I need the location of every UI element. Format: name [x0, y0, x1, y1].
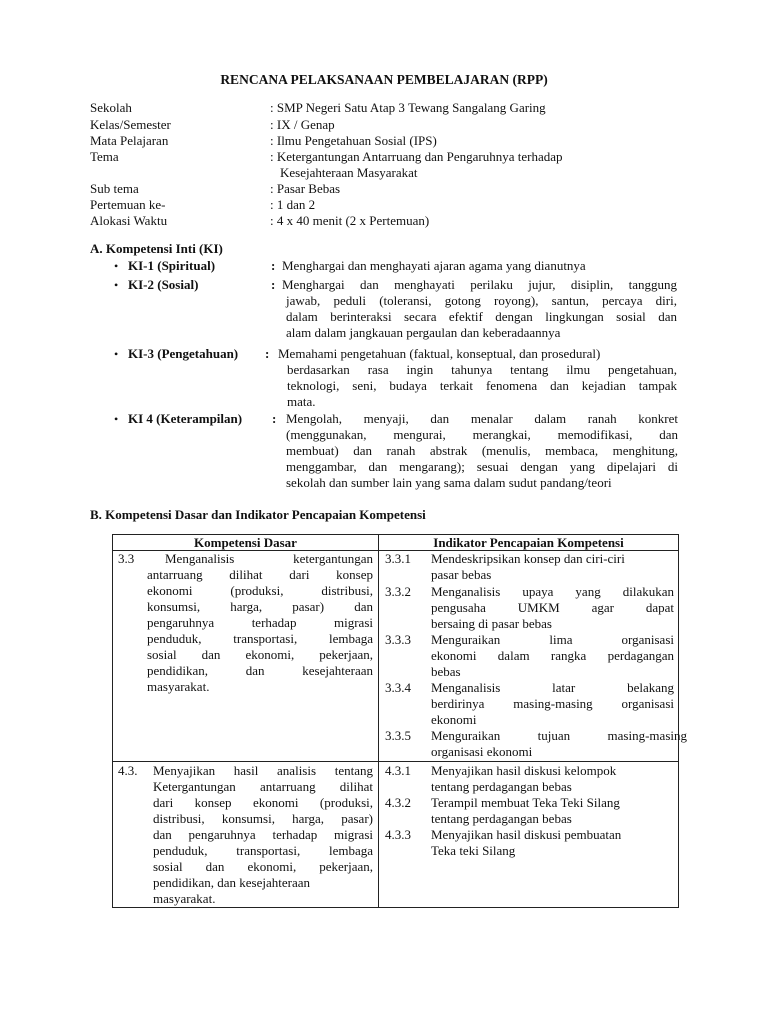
indicator-text-line: Terampil membuat Teka Teki Silang — [431, 795, 620, 810]
kd-text-line: masyarakat. — [153, 891, 216, 906]
indicator-text-line: Menganalisis upaya yang dilakukan — [431, 584, 674, 599]
indicator-number: 3.3.5 — [385, 728, 411, 743]
indicator-text-line: Teka teki Silang — [431, 843, 516, 858]
kd-text-line: pendidikan, dan kesejahteraan — [147, 663, 373, 678]
ki1-label: KI-1 (Spiritual) — [128, 258, 216, 273]
table-column-divider — [378, 534, 379, 908]
indicator-text-line: bebas — [431, 664, 461, 679]
kd-text-line: distribusi, konsumsi, harga, pasar) — [153, 811, 373, 826]
ki3-label: KI-3 (Pengetahuan) — [128, 346, 239, 361]
indicator-text-line: berdirinya masing-masing organisasi — [431, 696, 674, 711]
table-header-kd: Kompetensi Dasar — [194, 535, 297, 550]
kd-text-line: sosial dan ekonomi, pekerjaan, — [153, 859, 373, 874]
identity-label-sekolah: Sekolah — [90, 100, 132, 115]
identity-label-subtema: Sub tema — [90, 181, 139, 196]
ki3-text-line: mata. — [287, 394, 316, 409]
indicator-number: 4.3.2 — [385, 795, 411, 810]
identity-value-tema-cont: Kesejahteraan Masyarakat — [280, 165, 418, 180]
ki2-text-line: alam dalam jangkauan pergaulan dan keberadaannya — [286, 325, 561, 340]
ki4-text-line: membuat) dan ranah abstrak (menulis, membaca, menghitung, — [286, 443, 678, 458]
indicator-text-line: Menguraikan lima organisasi — [431, 632, 674, 647]
ki3-text-line: berdasarkan rasa ingin tahunya tentang ilmu pengetahuan, — [287, 362, 677, 377]
kd-text-line: Ketergantungan antarruang dilihat — [153, 779, 373, 794]
indicator-number: 3.3.4 — [385, 680, 411, 695]
kd-text-line: konsumsi, harga, pasar) dan — [147, 599, 373, 614]
ki1-colon: : — [271, 258, 276, 273]
ki4-text-line: sekolah dan sumber lain yang sama dalam sudut pandang/teori — [286, 475, 612, 490]
identity-value-pertemuan: : 1 dan 2 — [270, 197, 316, 212]
bullet-icon: • — [114, 278, 119, 292]
indicator-text-line: tentang perdagangan bebas — [431, 779, 572, 794]
kd-number: 4.3. — [118, 763, 138, 778]
section-a-heading: A. Kompetensi Inti (KI) — [90, 241, 223, 256]
kd-text-line: ekonomi (produksi, distribusi, — [147, 583, 373, 598]
kd-text-line: Menyajikan hasil analisis tentang — [153, 763, 373, 778]
table-divider — [112, 761, 679, 762]
ki3-text-line: teknologi, seni, budaya terkait fenomena dan kejadian tampak — [287, 378, 677, 393]
indicator-text-line: pasar bebas — [431, 567, 492, 582]
identity-label-alokasi: Alokasi Waktu — [90, 213, 168, 228]
identity-value-tema: : Ketergantungan Antarruang dan Pengaruhnya terhadap — [270, 149, 563, 164]
kd-text-line: pengaruhnya terhadap migrasi — [147, 615, 373, 630]
identity-label-tema: Tema — [90, 149, 119, 164]
ki2-label: KI-2 (Sosial) — [128, 277, 199, 292]
ki4-colon: : — [272, 411, 277, 426]
kd-text-line: dari konsep ekonomi (produksi, — [153, 795, 373, 810]
ki4-text-line: menggambar, dan mengarang); sesuai dengan yang dipelajari di — [286, 459, 678, 474]
kd-text-line: penduduk, transportasi, lembaga — [147, 631, 373, 646]
ki2-text-line: jawab, peduli (toleransi, gotong royong), santun, percaya diri, — [286, 293, 677, 308]
identity-value-kelas: : IX / Genap — [270, 117, 335, 132]
identity-value-subtema: : Pasar Bebas — [270, 181, 341, 196]
indicator-number: 3.3.2 — [385, 584, 411, 599]
table-header-ipk: Indikator Pencapaian Kompetensi — [433, 535, 624, 550]
bullet-icon: • — [114, 347, 119, 361]
identity-value-sekolah: : SMP Negeri Satu Atap 3 Tewang Sangalang Garing — [270, 100, 546, 115]
document-title: RENCANA PELAKSANAAN PEMBELAJARAN (RPP) — [220, 72, 548, 87]
kd-number: 3.3 — [118, 551, 135, 566]
indicator-text-line: tentang perdagangan bebas — [431, 811, 572, 826]
kd-text-line: Menganalisis ketergantungan — [165, 551, 373, 566]
indicator-text-line: ekonomi dalam rangka perdagangan — [431, 648, 674, 663]
indicator-number: 4.3.3 — [385, 827, 411, 842]
kd-text-line: sosial dan ekonomi, pekerjaan, — [147, 647, 373, 662]
ki3-colon: : — [265, 346, 270, 361]
kd-text-line: antarruang dilihat dari konsep — [147, 567, 373, 582]
indicator-text-line: bersaing di pasar bebas — [431, 616, 552, 631]
ki2-text-line: dalam berinteraksi secara efektif dengan lingkungan sosial dan — [286, 309, 677, 324]
indicator-text-line: Menganalisis latar belakang — [431, 680, 674, 695]
identity-label-mapel: Mata Pelajaran — [90, 133, 169, 148]
indicator-text-line: ekonomi — [431, 712, 477, 727]
indicator-text-line: Menguraikan tujuan masing-masing — [431, 728, 687, 743]
kd-text-line: penduduk, transportasi, lembaga — [153, 843, 373, 858]
kd-text-line: dan pengaruhnya terhadap migrasi — [153, 827, 373, 842]
ki1-text-line: Menghargai dan menghayati ajaran agama yang dianutnya — [282, 258, 586, 273]
indicator-number: 4.3.1 — [385, 763, 411, 778]
bullet-icon: • — [114, 412, 119, 426]
identity-label-kelas: Kelas/Semester — [90, 117, 171, 132]
bullet-icon: • — [114, 259, 119, 273]
indicator-text-line: organisasi ekonomi — [431, 744, 533, 759]
ki2-text-line: Menghargai dan menghayati perilaku jujur, disiplin, tanggung — [282, 277, 677, 292]
indicator-number: 3.3.3 — [385, 632, 411, 647]
indicator-number: 3.3.1 — [385, 551, 411, 566]
ki4-text-line: Mengolah, menyaji, dan menalar dalam ranah konkret — [286, 411, 678, 426]
identity-value-mapel: : Ilmu Pengetahuan Sosial (IPS) — [270, 133, 437, 148]
indicator-text-line: Menyajikan hasil diskusi kelompok — [431, 763, 617, 778]
ki4-label: KI 4 (Keterampilan) — [128, 411, 243, 426]
ki4-text-line: (menggunakan, mengurai, merangkai, memodifikasi, dan — [286, 427, 678, 442]
section-b-heading: B. Kompetensi Dasar dan Indikator Pencapaian Kompetensi — [90, 507, 426, 522]
kd-text-line: pendidikan, dan kesejahteraan — [153, 875, 311, 890]
identity-label-pertemuan: Pertemuan ke- — [90, 197, 166, 212]
kd-text-line: masyarakat. — [147, 679, 210, 694]
ki3-text-line: Memahami pengetahuan (faktual, konseptual, dan prosedural) — [278, 346, 601, 361]
indicator-text-line: Mendeskripsikan konsep dan ciri-ciri — [431, 551, 625, 566]
ki2-colon: : — [271, 277, 276, 292]
identity-value-alokasi: : 4 x 40 menit (2 x Pertemuan) — [270, 213, 430, 228]
indicator-text-line: pengusaha UMKM agar dapat — [431, 600, 674, 615]
indicator-text-line: Menyajikan hasil diskusi pembuatan — [431, 827, 622, 842]
